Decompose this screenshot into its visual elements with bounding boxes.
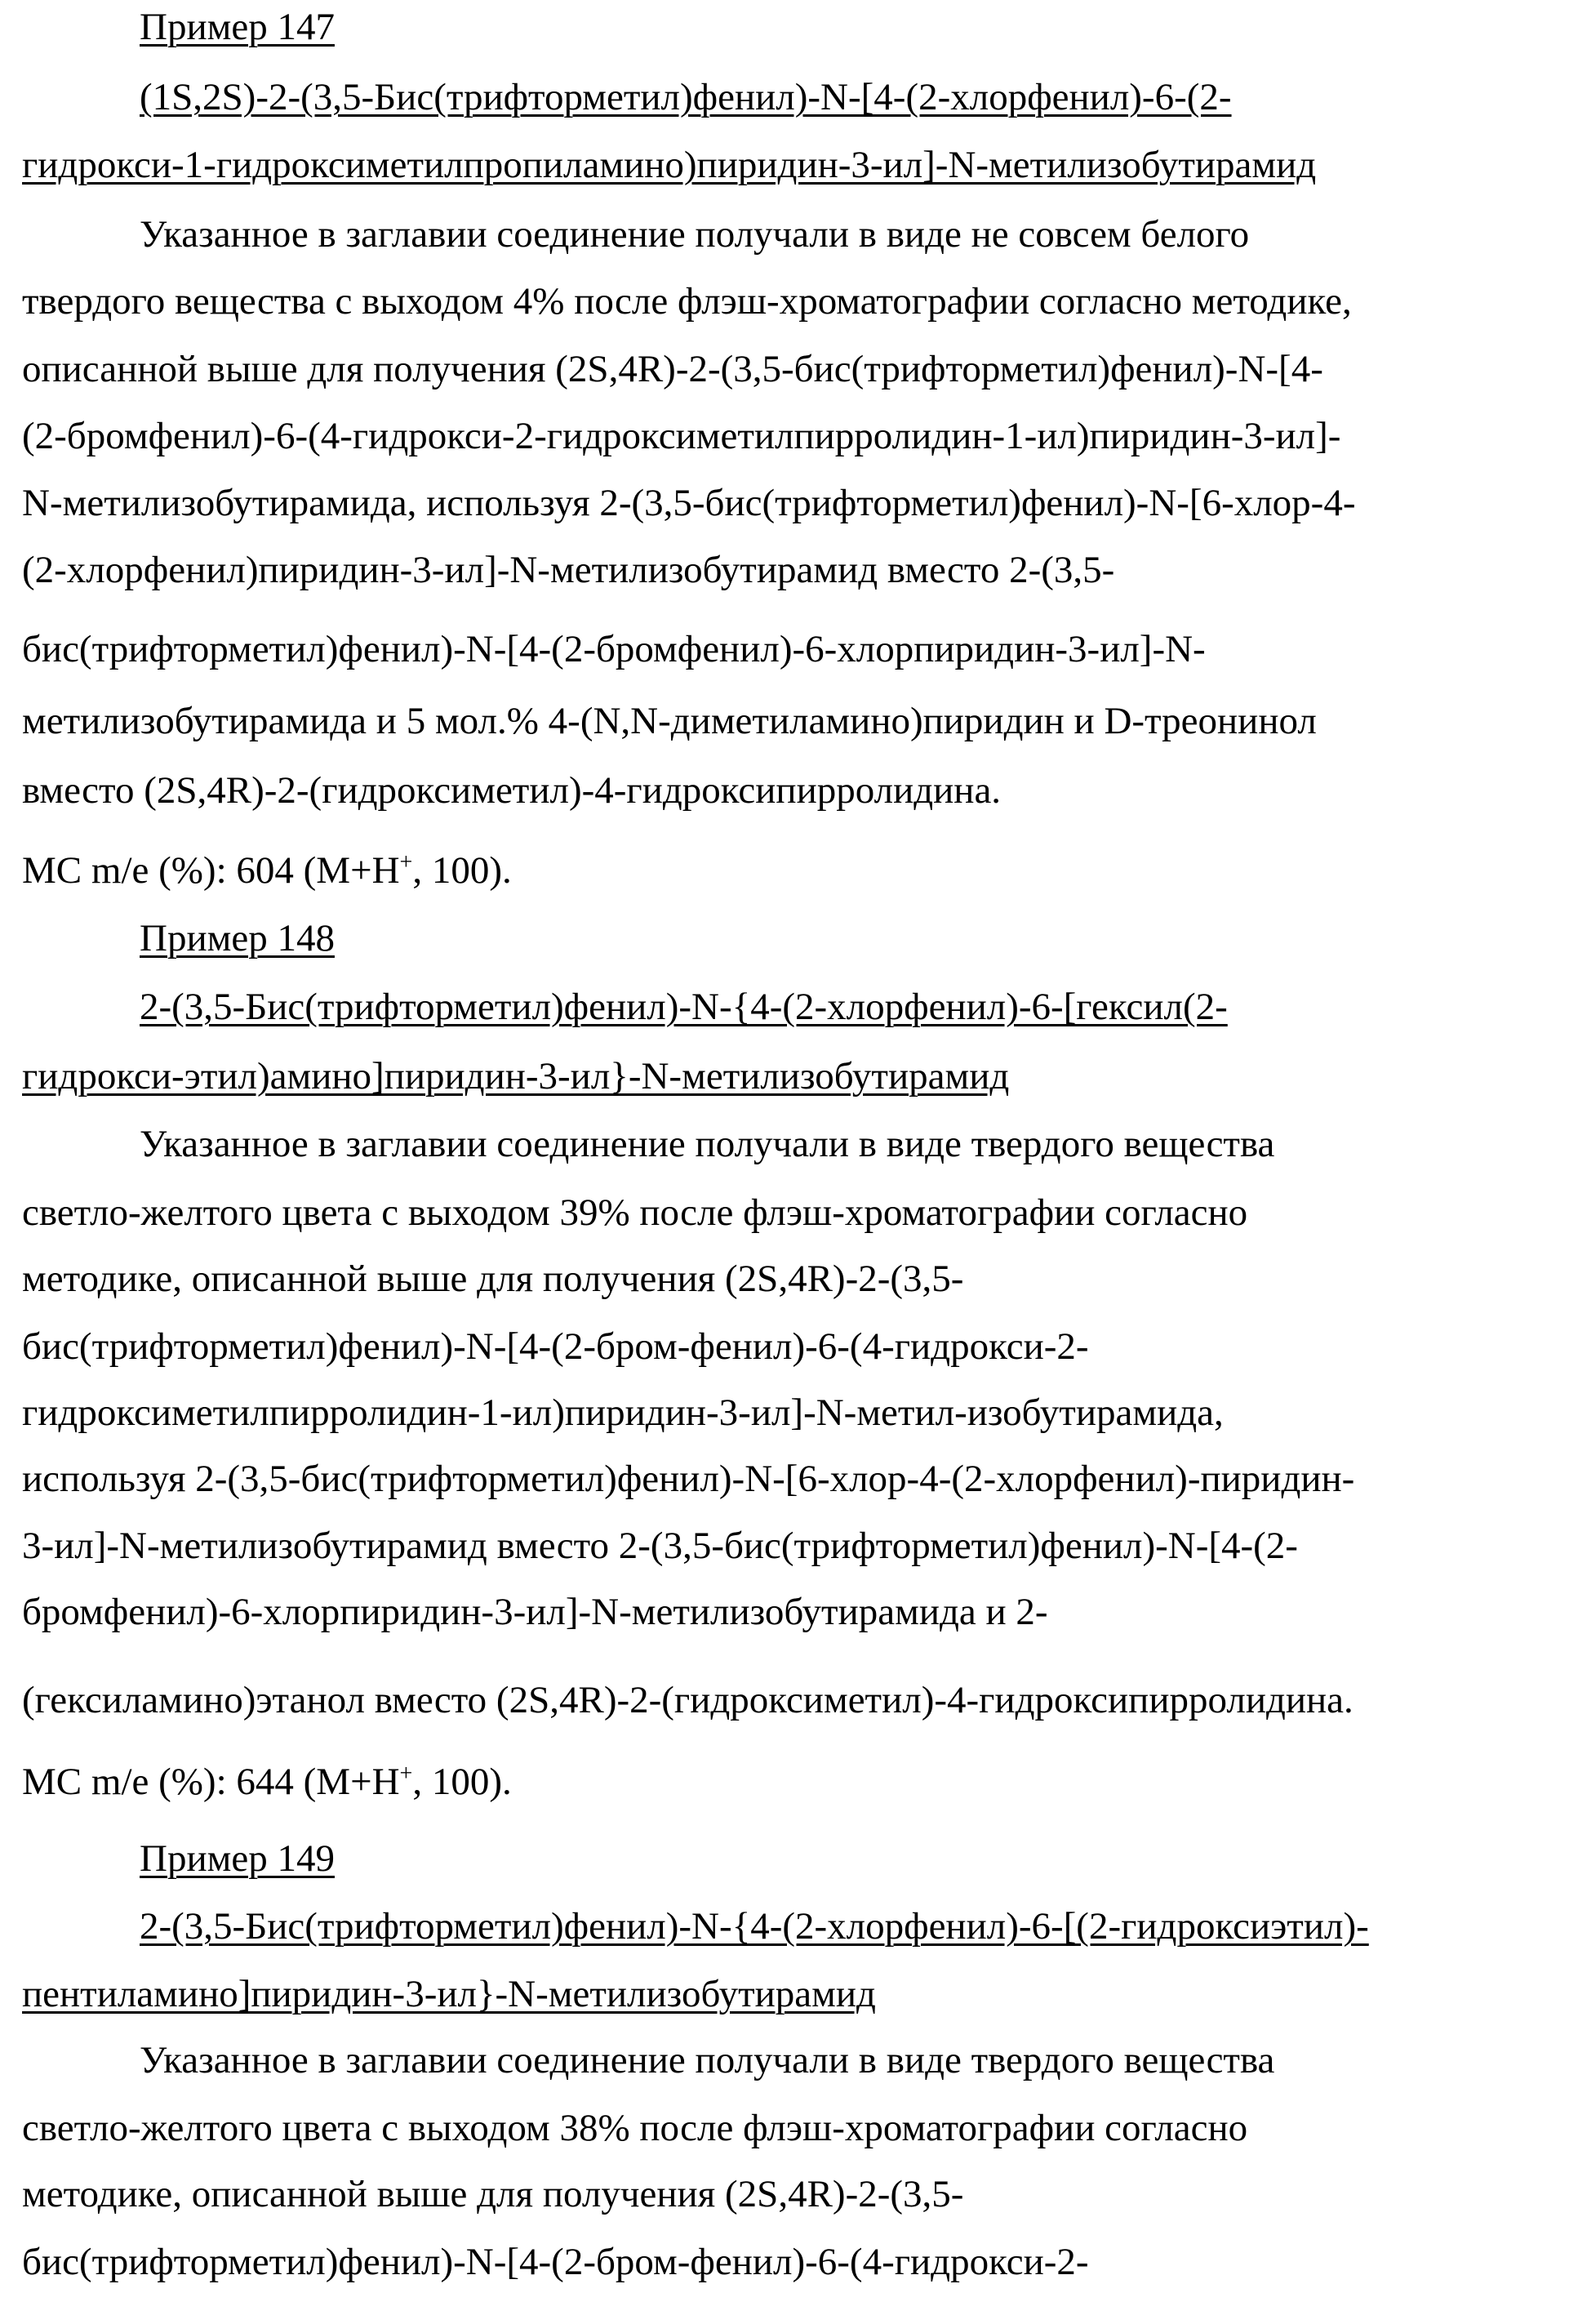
ms-sup: + bbox=[400, 1761, 413, 1786]
example-heading: Пример 148 bbox=[140, 915, 335, 961]
body-text: гидроксиметилпирролидин-1-ил)пиридин-3-ил]-N-метил-изобутирамида, bbox=[22, 1390, 1224, 1436]
body-text: вместо (2S,4R)-2-(гидроксиметил)-4-гидроксипирролидина. bbox=[22, 768, 1001, 813]
compound-title: 2-(3,5-Бис(трифторметил)фенил)-N-{4-(2-хлорфенил)-6-[гексил(2- bbox=[140, 984, 1228, 1030]
body-text: используя 2-(3,5-бис(трифторметил)фенил)-N-[6-хлор-4-(2-хлорфенил)-пиридин- bbox=[22, 1456, 1354, 1502]
body-text: бис(трифторметил)фенил)-N-[4-(2-бромфенил)-6-хлорпиридин-3-ил]-N- bbox=[22, 626, 1206, 672]
body-text: описанной выше для получения (2S,4R)-2-(3,5-бис(трифторметил)фенил)-N-[4- bbox=[22, 346, 1323, 392]
example-heading: Пример 147 bbox=[140, 4, 335, 50]
body-text: Указанное в заглавии соединение получали в виде не совсем белого bbox=[140, 211, 1249, 257]
body-text: N-метилизобутирамида, используя 2-(3,5-бис(трифторметил)фенил)-N-[6-хлор-4- bbox=[22, 480, 1355, 526]
body-text: бис(трифторметил)фенил)-N-[4-(2-бром-фенил)-6-(4-гидрокси-2- bbox=[22, 2239, 1089, 2285]
body-text: бис(трифторметил)фенил)-N-[4-(2-бром-фенил)-6-(4-гидрокси-2- bbox=[22, 1324, 1089, 1369]
ms-prefix: MC m/e (%): 644 (M+H bbox=[22, 1761, 400, 1803]
body-text: (гексиламино)этанол вместо (2S,4R)-2-(гидроксиметил)-4-гидроксипирролидина. bbox=[22, 1677, 1354, 1723]
compound-title: пентиламино]пиридин-3-ил}-N-метилизобутирамид bbox=[22, 1971, 876, 2017]
body-text: методике, описанной выше для получения (2S,4R)-2-(3,5- bbox=[22, 1256, 963, 1302]
compound-title: гидрокси-1-гидроксиметилпропиламино)пиридин-3-ил]-N-метилизобутирамид bbox=[22, 142, 1316, 188]
body-text: светло-желтого цвета с выходом 39% после флэш-хроматографии согласно bbox=[22, 1190, 1247, 1235]
body-text: (2-бромфенил)-6-(4-гидрокси-2-гидроксиметилпирролидин-1-ил)пиридин-3-ил]- bbox=[22, 413, 1340, 459]
mass-spec-line bbox=[22, 1759, 512, 1805]
ms-suffix: , 100). bbox=[412, 1761, 511, 1803]
body-text: светло-желтого цвета с выходом 38% после флэш-хроматографии согласно bbox=[22, 2105, 1247, 2151]
body-text: метилизобутирамида и 5 мол.% 4-(N,N-диметиламино)пиридин и D-треонинол bbox=[22, 698, 1317, 744]
ms-prefix: MC m/e (%): 604 (M+H bbox=[22, 849, 400, 892]
ms-suffix: , 100). bbox=[412, 849, 511, 892]
body-text: (2-хлорфенил)пиридин-3-ил]-N-метилизобутирамид вместо 2-(3,5- bbox=[22, 547, 1114, 593]
body-text: методике, описанной выше для получения (2S,4R)-2-(3,5- bbox=[22, 2171, 963, 2217]
compound-title: гидрокси-этил)амино]пиридин-3-ил}-N-метилизобутирамид bbox=[22, 1053, 1009, 1099]
body-text: Указанное в заглавии соединение получали в виде твердого вещества bbox=[140, 1121, 1274, 1167]
body-text: 3-ил]-N-метилизобутирамид вместо 2-(3,5-бис(трифторметил)фенил)-N-[4-(2- bbox=[22, 1523, 1298, 1569]
compound-title: (1S,2S)-2-(3,5-Бис(трифторметил)фенил)-N-[4-(2-хлорфенил)-6-(2- bbox=[140, 74, 1232, 120]
body-text: бромфенил)-6-хлорпиридин-3-ил]-N-метилизобутирамида и 2- bbox=[22, 1589, 1048, 1635]
example-heading: Пример 149 bbox=[140, 1836, 335, 1881]
compound-title: 2-(3,5-Бис(трифторметил)фенил)-N-{4-(2-хлорфенил)-6-[(2-гидроксиэтил)- bbox=[140, 1903, 1369, 1949]
ms-sup: + bbox=[400, 849, 413, 875]
mass-spec-line bbox=[22, 848, 512, 893]
body-text: Указанное в заглавии соединение получали в виде твердого вещества bbox=[140, 2037, 1274, 2083]
body-text: твердого вещества с выходом 4% после флэш-хроматографии согласно методике, bbox=[22, 278, 1352, 324]
